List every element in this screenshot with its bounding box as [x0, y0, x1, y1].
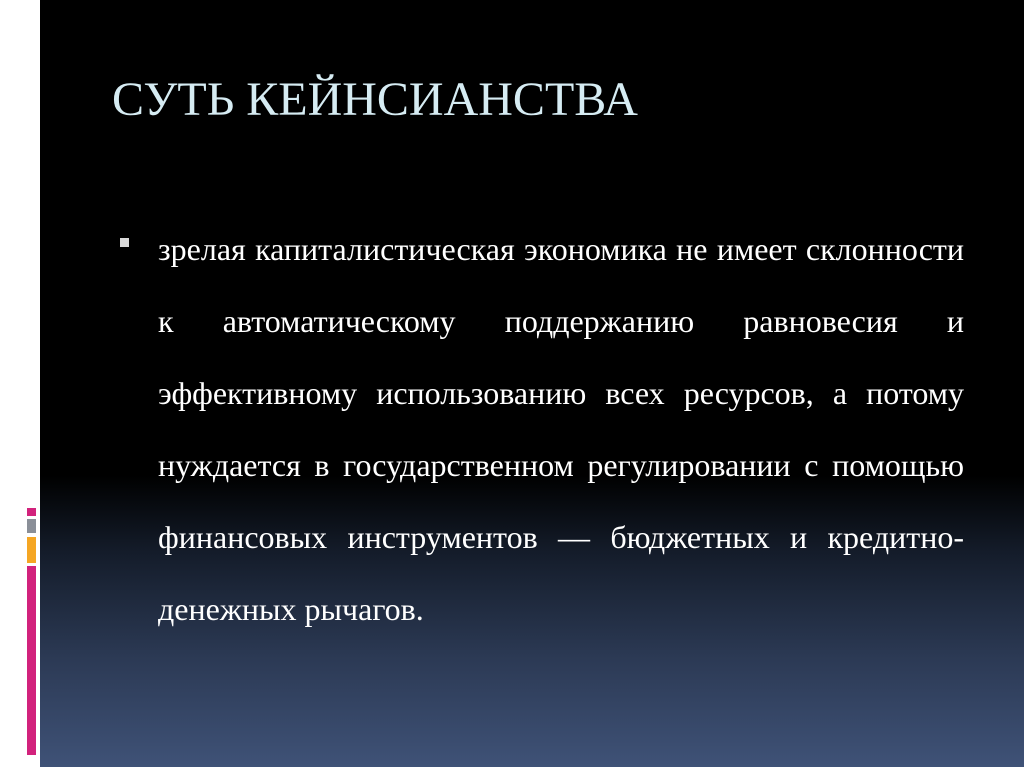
accent-bars [27, 0, 36, 767]
bullet-list [120, 213, 964, 645]
square-bullet-icon [120, 238, 129, 247]
bullet-text: зрелая капиталистическая экономика не имеет склонности к автоматическому поддержанию равновесия и эффективному использованию всех ресурсов, а потому нуждается в государственном регулировании с помощью финансовых инструментов — бюджетных и кредитно-денежных рычагов. [158, 231, 964, 627]
accent-bar-pink-long [27, 566, 36, 755]
accent-bar-pink-small [27, 508, 36, 516]
slide-content-area [40, 0, 1024, 767]
accent-bar-gray [27, 519, 36, 533]
slide-title: СУТЬ КЕЙНСИАНСТВА [112, 73, 638, 126]
bullet-item [120, 213, 964, 645]
accent-bar-orange [27, 537, 36, 563]
